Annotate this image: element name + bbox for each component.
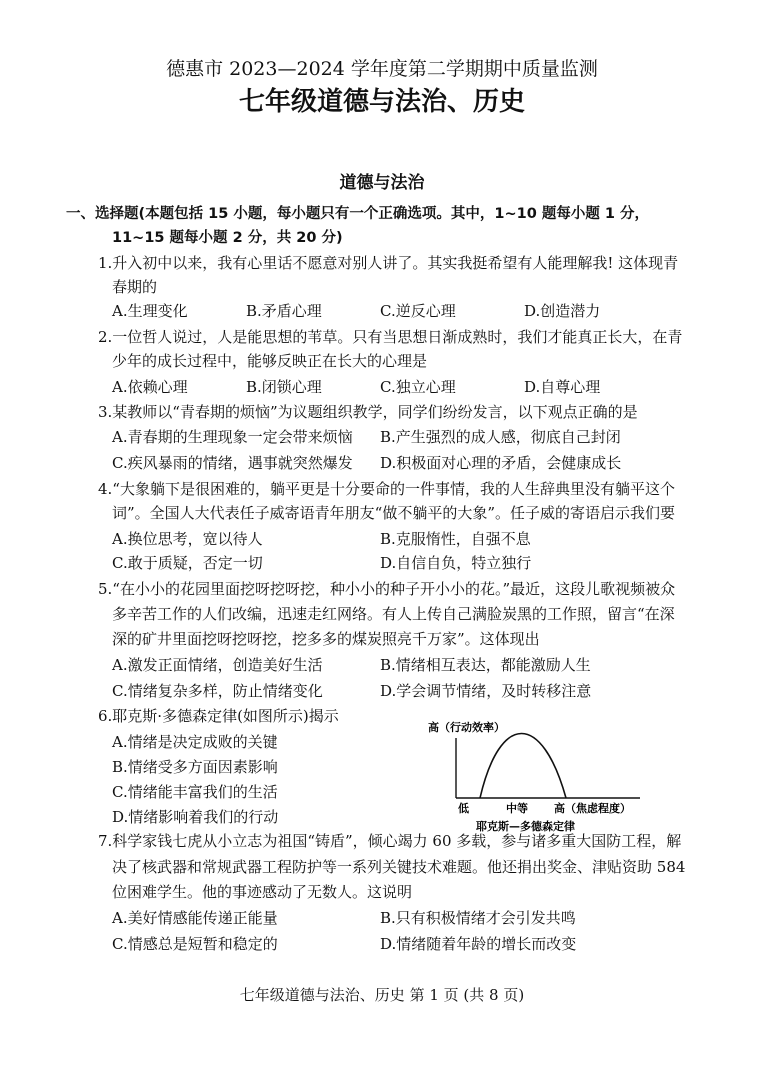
- q6-stem-line-1: 6.耶克斯·多德森定律(如图所示)揭示: [98, 707, 339, 725]
- figure-x-low: 低: [458, 802, 469, 815]
- q3-option-c: C.疾风暴雨的情绪，遇事就突然爆发: [112, 454, 353, 472]
- part-heading-line-1: 一、选择题(本题包括 15 小题，每小题只有一个正确选项。其中，1~10 题每小题 1 分，: [66, 206, 650, 222]
- yerkes-dodson-figure: [418, 718, 688, 836]
- figure-caption: 耶克斯—多德森定律: [476, 820, 575, 833]
- q2-option-a: A.依赖心理: [112, 378, 188, 396]
- q5-option-a: A.激发正面情绪，创造美好生活: [112, 656, 323, 674]
- q7-option-c: C.情感总是短暂和稳定的: [112, 935, 278, 953]
- q3-option-b: B.产生强烈的成人感，彻底自己封闭: [380, 428, 621, 446]
- q4-stem-line-1: 4.“大象躺下是很困难的，躺平更是十分要命的一件事情，我的人生辞典里没有躺平这个: [98, 480, 675, 498]
- q3-option-d: D.积极面对心理的矛盾，会健康成长: [380, 454, 622, 472]
- page-footer: 七年级道德与法治、历史 第 1 页 (共 8 页): [239, 986, 525, 1004]
- section-title: 道德与法治: [339, 173, 425, 193]
- q5-stem-line-1: 5.“在小小的花园里面挖呀挖呀挖，种小小的种子开小小的花。”最近，这段儿歌视频被众: [98, 580, 676, 598]
- q1-option-c: C.逆反心理: [380, 302, 456, 320]
- q6-option-c: C.情绪能丰富我们的生活: [112, 783, 278, 801]
- q3-option-a: A.青春期的生理现象一定会带来烦恼: [112, 428, 353, 446]
- q2-option-c: C.独立心理: [380, 378, 456, 396]
- q1-option-d: D.创造潜力: [524, 302, 601, 320]
- q1-stem-line-2: 春期的: [112, 278, 158, 296]
- q4-stem-line-2: 词”。全国人大代表任子威寄语青年朋友“做不躺平的大象”。任子威的寄语启示我们要: [112, 504, 676, 522]
- figure-curve: [480, 734, 566, 799]
- q4-option-b: B.克服惰性，自强不息: [380, 530, 531, 548]
- q1-stem-line-1: 1.升入初中以来，我有心里话不愿意对别人讲了。其实我挺希望有人能理解我! 这体现青: [98, 254, 679, 272]
- q5-option-c: C.情绪复杂多样，防止情绪变化: [112, 682, 323, 700]
- q2-option-b: B.闭锁心理: [246, 378, 322, 396]
- q4-option-a: A.换位思考，宽以待人: [112, 530, 263, 548]
- q7-stem-line-2: 决了核武器和常规武器工程防护等一系列关键技术难题。他还捐出奖金、津贴资助 584: [112, 858, 686, 876]
- subject-title: 七年级道德与法治、历史: [238, 87, 525, 117]
- q4-option-c: C.敢于质疑，否定一切: [112, 554, 263, 572]
- q7-stem-line-3: 位困难学生。他的事迹感动了无数人。这说明: [112, 883, 413, 901]
- q6-option-a: A.情绪是决定成败的关键: [112, 733, 278, 751]
- q5-option-b: B.情绪相互表达，都能激励人生: [380, 656, 591, 674]
- q4-option-d: D.自信自负，特立独行: [380, 554, 532, 572]
- figure-x-mid: 中等: [506, 802, 528, 815]
- q1-option-b: B.矛盾心理: [246, 302, 322, 320]
- q2-option-d: D.自尊心理: [524, 378, 601, 396]
- q1-option-a: A.生理变化: [112, 302, 188, 320]
- q7-option-d: D.情绪随着年龄的增长而改变: [380, 935, 577, 953]
- q6-option-d: D.情绪影响着我们的行动: [112, 808, 279, 826]
- q7-option-b: B.只有积极情绪才会引发共鸣: [380, 909, 576, 927]
- figure-x-high: 高（焦虑程度）: [554, 802, 631, 815]
- q7-stem-line-1: 7.科学家钱七虎从小立志为祖国“铸盾”，倾心竭力 60 多载，参与诸多重大国防工程，解: [98, 832, 682, 850]
- q5-option-d: D.学会调节情绪，及时转移注意: [380, 682, 592, 700]
- q5-stem-line-3: 深的矿井里面挖呀挖呀挖，挖多多的煤炭照亮千万家”。这体现出: [112, 630, 540, 648]
- part-heading-line-2: 11~15 题每小题 2 分，共 20 分): [112, 230, 343, 246]
- exam-title: 德惠市 2023—2024 学年度第二学期期中质量监测: [166, 58, 598, 80]
- q2-stem-line-1: 2.一位哲人说过，人是能思想的苇草。只有当思想日渐成熟时，我们才能真正长大，在青: [98, 328, 683, 346]
- q7-option-a: A.美好情感能传递正能量: [112, 909, 278, 927]
- q2-stem-line-2: 少年的成长过程中，能够反映正在长大的心理是: [112, 352, 428, 370]
- figure-y-label: 高（行动效率）: [428, 721, 505, 734]
- q5-stem-line-2: 多辛苦工作的人们改编，迅速走红网络。有人上传自己满脸炭黑的工作照，留言“在深: [112, 605, 675, 623]
- q6-option-b: B.情绪受多方面因素影响: [112, 758, 278, 776]
- q3-stem-line-1: 3.某教师以“青春期的烦恼”为议题组织教学，同学们纷纷发言，以下观点正确的是: [98, 403, 638, 421]
